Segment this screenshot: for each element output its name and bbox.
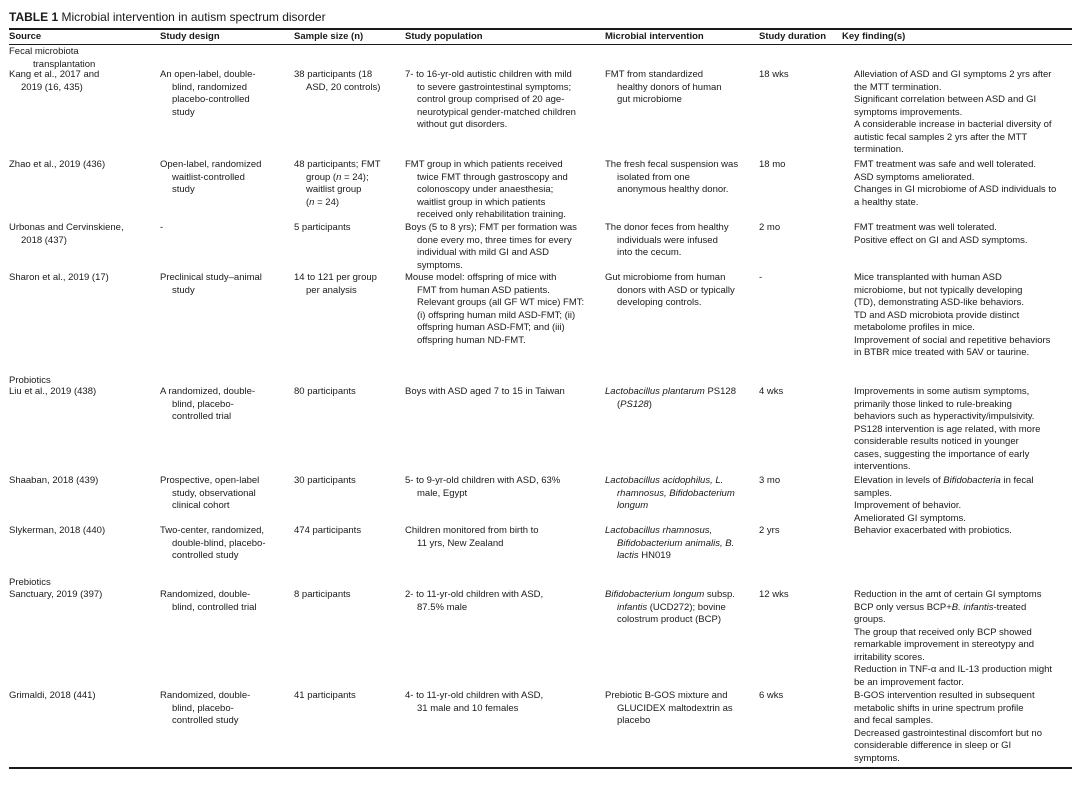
cell-design — [160, 690, 250, 728]
cell-line: Shaaban, 2018 (439) — [9, 475, 99, 486]
cell-line: A randomized, double- — [160, 386, 256, 397]
finding-line: Reduction in TNF-α and IL-13 production might — [854, 664, 1053, 675]
cell-line: colonoscopy under anaesthesia; — [417, 184, 554, 195]
cell-line: clinical cohort — [172, 500, 230, 511]
finding-item — [842, 500, 1034, 513]
finding-line: FMT treatment was well tolerated. — [854, 222, 997, 233]
cell-findings — [842, 589, 1052, 689]
cell-line: Open-label, randomized — [160, 159, 262, 170]
finding-item — [842, 159, 1056, 172]
cell-line: twice FMT through gastroscopy and — [417, 171, 568, 183]
cell-line: developing controls. — [617, 297, 702, 308]
cell-line: 80 participants — [294, 386, 356, 397]
cell-population — [405, 386, 565, 399]
cell-duration — [759, 589, 789, 602]
cell-line: FMT from standardized — [605, 69, 704, 80]
cell-line: 38 participants (18 — [294, 69, 373, 80]
cell-line: 3 mo — [759, 475, 781, 486]
cell-findings — [842, 386, 1040, 474]
cell-duration — [759, 386, 783, 399]
section-heading-probiotics: Probiotics — [9, 375, 51, 386]
cell-source — [9, 589, 102, 602]
cell-line: study — [172, 284, 195, 296]
cell-population — [405, 159, 568, 222]
finding-item — [842, 525, 1012, 538]
cell-findings — [842, 272, 1050, 360]
cell-line: Two-center, randomized, — [160, 525, 265, 536]
finding-line: ASD symptoms ameliorated. — [854, 171, 975, 183]
finding-line: FMT treatment was safe and well tolerated. — [854, 159, 1036, 170]
cell-line: The fresh fecal suspension was — [605, 159, 739, 170]
cell-population — [405, 69, 576, 132]
cell-design — [160, 222, 163, 235]
finding-item — [842, 272, 1050, 310]
cell-line: Mouse model: offspring of mice with — [405, 272, 557, 283]
finding-line: metabolic shifts in urine spectrum profile — [854, 702, 1024, 714]
cell-line: male, Egypt — [417, 487, 468, 499]
finding-item — [842, 627, 1052, 665]
finding-line: (TD), demonstrating ASD-like behaviors. — [854, 297, 1025, 308]
cell-line: 30 participants — [294, 475, 356, 486]
cell-line: 87.5% male — [417, 601, 468, 613]
cell-source — [9, 525, 105, 538]
cell-line: Zhao et al., 2019 (436) — [9, 159, 106, 170]
cell-line: waitlist-controlled — [172, 171, 245, 183]
cell-line: Sanctuary, 2019 (397) — [9, 589, 103, 600]
finding-line: Significant correlation between ASD and GI — [854, 94, 1037, 105]
cell-line: 41 participants — [294, 690, 356, 701]
finding-item — [842, 690, 1042, 728]
finding-item — [842, 69, 1052, 94]
cell-sample — [294, 589, 351, 602]
cell-line: control group comprised of 20 age- — [417, 94, 565, 105]
cell-line: Grimaldi, 2018 (441) — [9, 690, 96, 701]
cell-line: FMT group in which patients received — [405, 159, 563, 170]
cell-line: waitlist group in which patients — [417, 196, 546, 208]
cell-sample — [294, 272, 377, 297]
cell-line: 14 to 121 per group — [294, 272, 377, 283]
cell-source — [9, 222, 124, 247]
cell-line: - — [160, 222, 164, 233]
cell-findings — [842, 475, 1034, 525]
finding-line: Mice transplanted with human ASD — [854, 272, 1002, 283]
cell-line: waitlist group — [306, 184, 362, 195]
bottom-rule — [9, 767, 1072, 769]
cell-line: 2 yrs — [759, 525, 780, 536]
cell-line: - — [759, 272, 763, 283]
cell-line: 2 mo — [759, 222, 781, 233]
cell-line: 8 participants — [294, 589, 351, 600]
cell-line: (n = 24) — [306, 196, 340, 208]
cell-line: 7- to 16-yr-old autistic children with mild — [405, 69, 572, 80]
finding-line: TD and ASD microbiota provide distinct — [854, 309, 1020, 321]
cell-design — [160, 69, 256, 119]
cell-line: study — [172, 184, 195, 195]
finding-line: Decreased gastrointestinal discomfort but no — [854, 727, 1042, 739]
finding-line: A considerable increase in bacterial diversity of — [854, 119, 1052, 130]
finding-line: irritability scores. — [854, 651, 925, 663]
cell-population — [405, 272, 584, 347]
cell-line: offspring human ND-FMT. — [417, 334, 526, 346]
cell-sample — [294, 69, 380, 94]
table-label: TABLE 1 — [9, 10, 59, 24]
finding-line: the MTT termination. — [854, 81, 942, 93]
cell-line: study — [172, 106, 195, 118]
cell-design — [160, 589, 257, 614]
cell-intervention — [605, 475, 735, 513]
col-header-source: Source — [9, 31, 42, 42]
finding-line: behaviors such as hyperactivity/impulsivity. — [854, 411, 1035, 422]
finding-line: Reduction in the amt of certain GI symptoms — [854, 589, 1042, 600]
section-heading-fmt — [9, 46, 95, 71]
cell-findings — [842, 222, 1028, 247]
col-header-study-duration: Study duration — [759, 31, 827, 42]
cell-findings — [842, 525, 1012, 538]
cell-intervention — [605, 690, 733, 728]
cell-line: Boys (5 to 8 yrs); FMT per formation was — [405, 222, 577, 233]
cell-population — [405, 525, 539, 550]
cell-line: Children monitored from birth to — [405, 525, 539, 536]
finding-item — [842, 335, 1050, 360]
finding-line: BCP only versus BCP+B. infantis-treated — [854, 601, 1027, 613]
cell-duration — [759, 475, 780, 488]
cell-sample — [294, 159, 381, 209]
cell-line: rhamnosus, Bifidobacterium — [617, 487, 735, 499]
finding-line: Ameliorated GI symptoms. — [854, 512, 966, 524]
cell-line: Bifidobacterium longum subsp. — [605, 589, 735, 600]
finding-line: PS128 intervention is age related, with more — [854, 423, 1041, 435]
top-rule — [9, 28, 1072, 30]
finding-item — [842, 424, 1040, 474]
cell-line: 6 wks — [759, 690, 784, 701]
cell-line: Gut microbiome from human — [605, 272, 726, 283]
finding-line: remarkable improvement in stereotypy and — [854, 639, 1035, 650]
finding-line: Positive effect on GI and ASD symptoms. — [854, 234, 1028, 246]
cell-sample — [294, 386, 356, 399]
cell-line: group (n = 24); — [306, 171, 369, 183]
col-header-key-findings: Key finding(s) — [842, 31, 906, 42]
cell-findings — [842, 690, 1042, 765]
finding-item — [842, 728, 1042, 766]
cell-line: to severe gastrointestinal symptoms; — [417, 81, 572, 93]
cell-line: 474 participants — [294, 525, 362, 536]
finding-item — [842, 589, 1052, 627]
cell-duration — [759, 690, 783, 703]
finding-item — [842, 94, 1052, 119]
table-title: Microbial intervention in autism spectrum disorder — [61, 10, 326, 24]
cell-source — [9, 272, 109, 285]
finding-line: Improvement of behavior. — [854, 500, 962, 511]
finding-line: a healthy state. — [854, 196, 919, 208]
cell-line: FMT from human ASD patients. — [417, 284, 550, 296]
cell-line: without gut disorders. — [417, 119, 508, 130]
cell-source — [9, 386, 96, 399]
finding-line: microbiome, but not typically developing — [854, 284, 1023, 296]
cell-line: Boys with ASD aged 7 to 15 in Taiwan — [405, 386, 565, 397]
finding-line: primarily those linked to rule-breaking — [854, 398, 1012, 410]
finding-line: Elevation in levels of Bifidobacteria in fecal — [854, 475, 1034, 486]
finding-line: metabolome profiles in mice. — [854, 322, 975, 333]
finding-line: considerable results noticed in younger — [854, 436, 1019, 447]
cell-duration — [759, 222, 780, 235]
cell-line: neurotypical gender-matched children — [417, 106, 576, 118]
cell-design — [160, 272, 262, 297]
finding-line: autistic fecal samples 2 yrs after the MTT — [854, 131, 1028, 143]
finding-line: symptoms improvements. — [854, 106, 963, 118]
cell-line: (i) offspring human mild ASD-FMT; (ii) — [417, 309, 576, 321]
finding-item — [842, 172, 1056, 185]
cell-line: 5- to 9-yr-old children with ASD, 63% — [405, 475, 561, 486]
cell-line: placebo-controlled — [172, 94, 250, 105]
cell-line: Prospective, open-label — [160, 475, 260, 486]
cell-sample — [294, 690, 356, 703]
cell-line: Lactobacillus rhamnosus, — [605, 525, 713, 536]
cell-duration — [759, 525, 780, 538]
cell-duration — [759, 159, 785, 172]
finding-line: symptoms. — [854, 752, 900, 764]
cell-duration — [759, 272, 762, 285]
cell-line: Prebiotic B-GOS mixture and — [605, 690, 728, 701]
cell-line: ASD, 20 controls) — [306, 81, 381, 93]
cell-line: colostrum product (BCP) — [617, 614, 722, 625]
col-header-microbial-intervention: Microbial intervention — [605, 31, 704, 42]
cell-line: 18 wks — [759, 69, 789, 80]
cell-line: done every mo, three times for every — [417, 234, 572, 246]
cell-line: 5 participants — [294, 222, 351, 233]
cell-population — [405, 589, 543, 614]
cell-intervention — [605, 69, 722, 107]
finding-line: samples. — [854, 487, 893, 499]
cell-line: blind, placebo- — [172, 398, 234, 410]
cell-line: into the cecum. — [617, 247, 682, 258]
cell-line: Preclinical study–animal — [160, 272, 262, 283]
finding-item — [842, 475, 1034, 500]
cell-line: received only rehabilitation training. — [417, 209, 566, 220]
cell-source — [9, 475, 98, 488]
cell-design — [160, 386, 255, 424]
cell-line: individuals were infused — [617, 234, 718, 246]
cell-source — [9, 690, 96, 703]
col-header-study-design: Study design — [160, 31, 220, 42]
finding-line: Changes in GI microbiome of ASD individuals to — [854, 184, 1057, 195]
finding-line: B-GOS intervention resulted in subsequent — [854, 690, 1035, 701]
cell-line: (PS128) — [617, 398, 652, 410]
finding-line: be an improvement factor. — [854, 676, 964, 688]
cell-line: Lactobacillus plantarum PS128 — [605, 386, 736, 397]
finding-line: in BTBR mice treated with 5AV or taurine. — [854, 347, 1030, 358]
cell-line: 2018 (437) — [21, 234, 67, 246]
finding-line: termination. — [854, 144, 904, 155]
cell-intervention — [605, 272, 735, 310]
cell-line: gut microbiome — [617, 94, 682, 105]
cell-line: 18 mo — [759, 159, 786, 170]
cell-line: Liu et al., 2019 (438) — [9, 386, 97, 397]
cell-design — [160, 159, 261, 197]
cell-line: 48 participants; FMT — [294, 159, 381, 170]
section-title-line: Fecal microbiota — [9, 46, 79, 57]
cell-line: 4 wks — [759, 386, 784, 397]
cell-intervention — [605, 159, 738, 197]
finding-item — [842, 386, 1040, 424]
finding-line: and fecal samples. — [854, 715, 934, 726]
cell-duration — [759, 69, 789, 82]
finding-item — [842, 310, 1050, 335]
cell-findings — [842, 69, 1052, 157]
finding-line: Improvements in some autism symptoms, — [854, 386, 1030, 397]
cell-line: lactis HN019 — [617, 550, 671, 561]
cell-line: donors with ASD or typically — [617, 284, 735, 296]
finding-item — [842, 513, 1034, 526]
cell-line: double-blind, placebo- — [172, 537, 266, 549]
cell-line: longum — [617, 500, 649, 511]
cell-line: Relevant groups (all GF WT mice) FMT: — [417, 297, 585, 308]
cell-line: blind, controlled trial — [172, 601, 257, 613]
finding-item — [842, 184, 1056, 209]
cell-line: 31 male and 10 females — [417, 702, 519, 714]
cell-line: Lactobacillus acidophilus, L. — [605, 475, 724, 486]
cell-line: GLUCIDEX maltodextrin as — [617, 702, 733, 714]
cell-line: isolated from one — [617, 171, 690, 183]
cell-line: controlled study — [172, 550, 239, 561]
cell-intervention — [605, 525, 734, 563]
cell-line: placebo — [617, 715, 651, 726]
section-heading-prebiotics: Prebiotics — [9, 577, 51, 588]
finding-line: Improvement of social and repetitive behaviors — [854, 334, 1051, 346]
cell-line: Slykerman, 2018 (440) — [9, 525, 106, 536]
cell-line: controlled study — [172, 715, 239, 726]
cell-line: 11 yrs, New Zealand — [417, 537, 504, 549]
cell-line: infantis (UCD272); bovine — [617, 601, 726, 613]
cell-intervention — [605, 222, 729, 260]
cell-design — [160, 525, 265, 563]
cell-line: Bifidobacterium animalis, B. — [617, 537, 735, 549]
cell-line: Randomized, double- — [160, 589, 251, 600]
cell-line: 12 wks — [759, 589, 789, 600]
cell-sample — [294, 222, 351, 235]
finding-line: Alleviation of ASD and GI symptoms 2 yrs after — [854, 69, 1052, 80]
cell-line: An open-label, double- — [160, 69, 256, 80]
section-title-line: transplantation — [33, 58, 96, 70]
cell-line: 2- to 11-yr-old children with ASD, — [405, 589, 544, 600]
cell-line: healthy donors of human — [617, 81, 722, 93]
cell-line: anonymous healthy donor. — [617, 184, 729, 195]
cell-population — [405, 475, 560, 500]
cell-intervention — [605, 589, 735, 627]
cell-sample — [294, 525, 361, 538]
cell-line: Sharon et al., 2019 (17) — [9, 272, 109, 283]
finding-item — [842, 235, 1028, 248]
cell-line: Kang et al., 2017 and — [9, 69, 100, 80]
cell-line: blind, placebo- — [172, 702, 234, 714]
finding-line: considerable difference in sleep or GI — [854, 740, 1012, 751]
cell-findings — [842, 159, 1056, 209]
finding-line: Behavior exacerbated with probiotics. — [854, 525, 1012, 536]
cell-sample — [294, 475, 356, 488]
col-header-sample-size: Sample size (n) — [294, 31, 364, 42]
cell-source — [9, 69, 99, 94]
cell-intervention — [605, 386, 736, 411]
finding-item — [842, 664, 1052, 689]
cell-line: The donor feces from healthy — [605, 222, 729, 233]
finding-item — [842, 222, 1028, 235]
finding-line: The group that received only BCP showed — [854, 626, 1032, 638]
cell-line: 2019 (16, 435) — [21, 81, 83, 93]
cell-line: controlled trial — [172, 411, 232, 422]
finding-line: cases, suggesting the importance of early — [854, 448, 1030, 460]
cell-line: symptoms. — [417, 259, 463, 271]
cell-line: Randomized, double- — [160, 690, 251, 701]
cell-line: Urbonas and Cervinskiene, — [9, 222, 124, 233]
cell-population — [405, 222, 577, 272]
cell-line: per analysis — [306, 284, 357, 296]
col-header-study-population: Study population — [405, 31, 483, 42]
cell-design — [160, 475, 259, 513]
cell-line: blind, randomized — [172, 81, 247, 93]
cell-source — [9, 159, 105, 172]
cell-line: 4- to 11-yr-old children with ASD, — [405, 690, 544, 701]
header-rule — [9, 44, 1072, 45]
finding-item — [842, 119, 1052, 157]
cell-population — [405, 690, 543, 715]
cell-line: individual with mild GI and ASD — [417, 247, 550, 258]
cell-line: study, observational — [172, 487, 256, 499]
finding-line: interventions. — [854, 461, 911, 472]
cell-line: offspring human ASD-FMT; and (iii) — [417, 322, 565, 333]
table-caption — [9, 10, 326, 24]
finding-line: groups. — [854, 614, 886, 625]
